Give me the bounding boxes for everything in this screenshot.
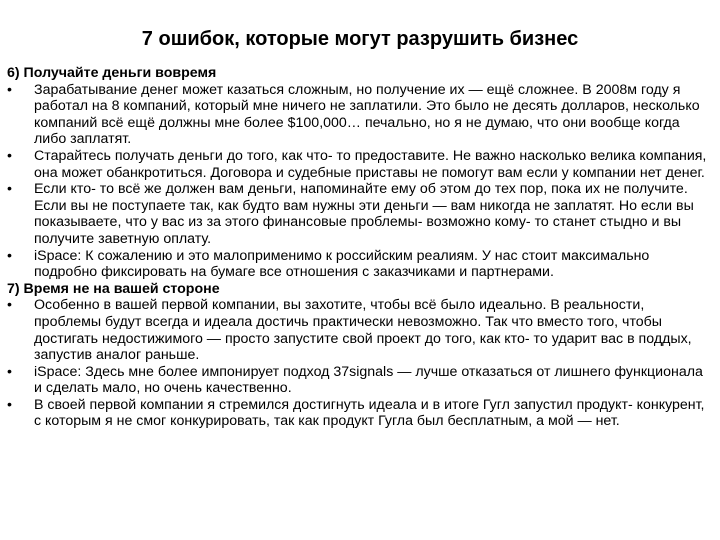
slide-title: 7 ошибок, которые могут разрушить бизнес	[141, 28, 579, 50]
list-item	[7, 297, 715, 363]
section-heading: 7) Время не на вашей стороне	[7, 280, 220, 297]
bullet-list	[7, 297, 715, 430]
section-heading: 6) Получайте деньги вовремя	[7, 65, 217, 81]
list-item	[7, 148, 715, 181]
list-item-text: Если кто- то всё же должен вам деньги, напоминайте ему об этом до тех пор, пока их не получите. Если вы не поступаете так, как будто вам нужны эти деньги — вам никогда не заплатят. Но если вы показываете, что у вас из за этого финансовые проблемы- возможно кому- то станет стыдно и вы получите заветную оплату.	[34, 181, 694, 247]
bullet-icon: •	[7, 396, 12, 413]
bullet-icon: •	[7, 363, 12, 380]
bullet-icon: •	[7, 247, 12, 264]
list-item	[7, 82, 715, 148]
slide-content	[7, 65, 715, 430]
section-get-paid-on-time	[7, 65, 715, 281]
bullet-list	[7, 82, 715, 281]
section-time-not-on-your-side	[7, 281, 715, 430]
list-item-text: В своей первой компании я стремился достигнуть идеала и в итоге Гугл запустил продукт- конкурент, с которым я не смог конкурировать, так как продукт Гугла был бесплатным, а мой — нет.	[34, 396, 705, 430]
list-item-text: iSpace: Здесь мне более импонирует подход 37signals — лучше отказаться от лишнего функционала и сделать мало, но очень качественно.	[34, 363, 703, 397]
bullet-icon: •	[7, 181, 12, 198]
list-item-text: Зарабатывание денег может казаться сложным, но получение их — ещё сложнее. В 2008м году я работал на 8 компаний, который мне ничего не заплатили. Это было не десять долларов, несколько компаний всё ещё должны мне более $100,000… печально, но я не думаю, что они вообще когда либо заплатят.	[34, 81, 700, 148]
list-item	[7, 181, 715, 247]
list-item	[7, 397, 715, 430]
list-item	[7, 248, 715, 281]
list-item-text: Особенно в вашей первой компании, вы захотите, чтобы всё было идеально. В реальности, проблемы будут всегда и идеала достичь практически невозможно. Так что вместо того, чтобы достигать недостижимого — просто запустите свой проект до того, как кто- то ударит вас в поддых, запустив аналог раньше.	[34, 297, 692, 364]
bullet-icon: •	[7, 147, 12, 164]
bullet-icon: •	[7, 297, 12, 314]
bullet-icon: •	[7, 81, 12, 98]
list-item	[7, 364, 715, 397]
list-item-text: iSpace: К сожалению и это малоприменимо к российским реалиям. У нас стоит максимально подробно фиксировать на бумаге все отношения с заказчиками и партнерами.	[34, 247, 650, 281]
list-item-text: Старайтесь получать деньги до того, как что- то предоставите. Не важно насколько велика компания, она может обанкротиться. Договора и судебные приставы не помогут вам если у компании нет денег.	[34, 147, 707, 181]
